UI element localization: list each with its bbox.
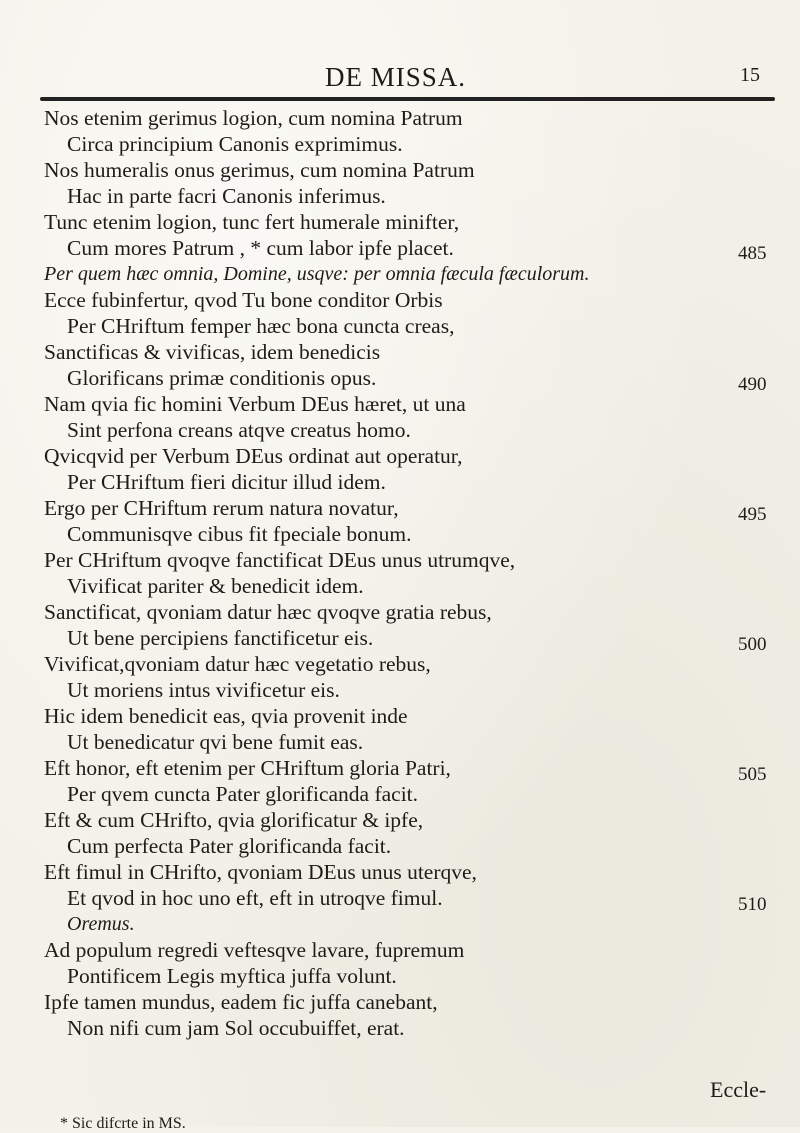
- verse-line: Hic idem benedicit eas, qvia provenit inde: [44, 704, 408, 728]
- margin-line-number: 490: [738, 374, 767, 395]
- page-number: 15: [740, 64, 760, 86]
- verse-line: Circa principium Canonis exprimimus.: [67, 132, 403, 156]
- verse-line: Eft fimul in CHrifto, qvoniam DEus unus uterqve,: [44, 860, 477, 884]
- rubric-line: Oremus.: [67, 913, 135, 935]
- verse-line: Nos humeralis onus gerimus, cum nomina Patrum: [44, 158, 475, 182]
- verse-line: Pontificem Legis myftica juffa volunt.: [67, 964, 397, 988]
- verse-line: Vivificat,qvoniam datur hæc vegetatio rebus,: [44, 652, 431, 676]
- verse-line: Hac in parte facri Canonis inferimus.: [67, 184, 386, 208]
- verse-line: Nos etenim gerimus logion, cum nomina Patrum: [44, 106, 463, 130]
- margin-line-number: 485: [738, 243, 767, 264]
- verse-line: Glorificans primæ conditionis opus.: [67, 366, 377, 390]
- verse-line: Ecce fubinfertur, qvod Tu bone conditor Orbis: [44, 288, 443, 312]
- verse-line: Non nifi cum jam Sol occubuiffet, erat.: [67, 1016, 405, 1040]
- verse-line: Sanctificat, qvoniam datur hæc qvoqve gratia rebus,: [44, 600, 492, 624]
- verse-line: Sanctificas & vivificas, idem benedicis: [44, 340, 381, 364]
- verse-line: Vivificat pariter & benedicit idem.: [67, 574, 364, 598]
- verse-line: Ut bene percipiens fanctificetur eis.: [67, 626, 374, 650]
- margin-line-number: 500: [738, 634, 767, 655]
- verse-line: Per CHriftum femper hæc bona cuncta creas,: [67, 314, 455, 338]
- margin-line-number: 495: [738, 504, 767, 525]
- verse-line: Ergo per CHriftum rerum natura novatur,: [44, 496, 399, 520]
- margin-line-number: 510: [738, 894, 767, 915]
- catchword: Eccle-: [710, 1077, 767, 1102]
- verse-line: Per CHriftum qvoqve fanctificat DEus unus utrumqve,: [44, 548, 516, 572]
- verse-line: Sint perfona creans atqve creatus homo.: [67, 418, 411, 442]
- footnote: * Sic difcrte in MS.: [60, 1115, 186, 1132]
- verse-line: Tunc etenim logion, tunc fert humerale minifter,: [44, 210, 460, 234]
- rubric-line: Per quem hæc omnia, Domine, usqve: per omnia fæcula fæculorum.: [44, 263, 590, 285]
- verse-line: Qvicqvid per Verbum DEus ordinat aut operatur,: [44, 444, 463, 468]
- running-title: DE MISSA.: [325, 62, 467, 92]
- verse-line: Ut benedicatur qvi bene fumit eas.: [67, 730, 364, 754]
- verse-line: Cum perfecta Pater glorificanda facit.: [67, 834, 392, 858]
- header-rule: [40, 97, 775, 101]
- margin-line-number: 505: [738, 764, 767, 785]
- verse-line: Per CHriftum fieri dicitur illud idem.: [67, 470, 386, 494]
- verse-line: Cum mores Patrum , * cum labor ipfe placet.: [67, 236, 454, 260]
- verse-line: Ipfe tamen mundus, eadem fic juffa canebant,: [44, 990, 438, 1014]
- verse-line: Ad populum regredi veftesqve lavare, fupremum: [44, 938, 465, 962]
- verse-line: Eft & cum CHrifto, qvia glorificatur & ipfe,: [44, 808, 424, 832]
- verse-line: Nam qvia fic homini Verbum DEus hæret, ut una: [44, 392, 466, 416]
- verse-line: Communisqve cibus fit fpeciale bonum.: [67, 522, 412, 546]
- verse-line: Ut moriens intus vivificetur eis.: [67, 678, 340, 702]
- verse-line: Per qvem cuncta Pater glorificanda facit.: [67, 782, 419, 806]
- verse-line: Et qvod in hoc uno eft, eft in utroqve fimul.: [67, 886, 443, 910]
- verse-line: Eft honor, eft etenim per CHriftum gloria Patri,: [44, 756, 451, 780]
